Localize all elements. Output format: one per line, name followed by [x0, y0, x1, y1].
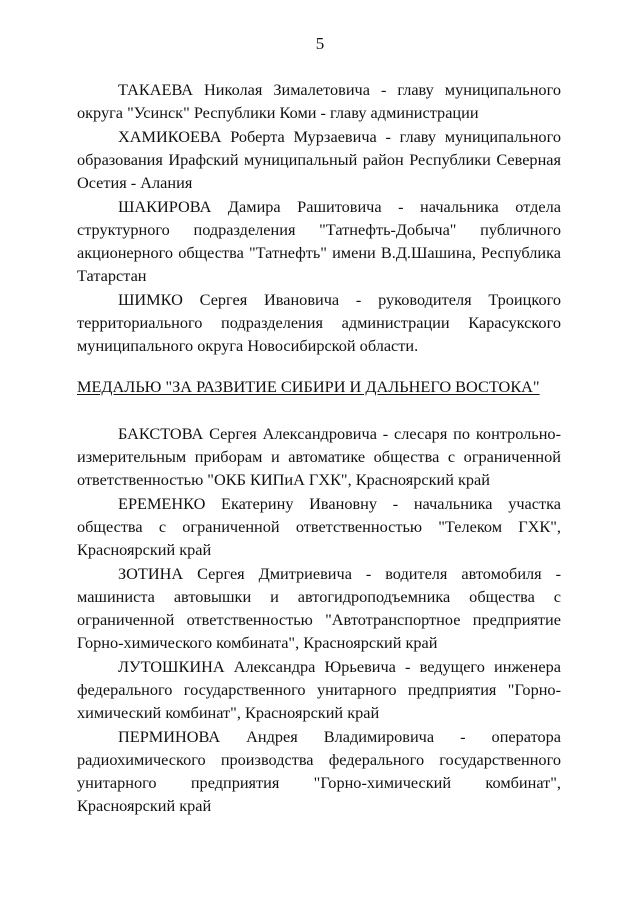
award-entry-bakstov: БАКСТОВА Сергея Александровича - слесаря по контрольно-измерительным приборам и автоматике общества с ограниченной ответственностью "ОКБ КИПиА ГХК", Красноярский край	[77, 424, 561, 489]
section-heading-medal: МЕДАЛЬЮ "ЗА РАЗВИТИЕ СИБИРИ И ДАЛЬНЕГО ВОСТОКА"	[77, 377, 540, 396]
page-number: 5	[315, 34, 325, 53]
document-body	[77, 78, 561, 818]
award-entry-zotin: ЗОТИНА Сергея Дмитриевича - водителя автомобиля - машиниста автовышки и автогидроподъемника общества с ограниченной ответственностью "Автотранспортное предприятие Горно-химического комбината", Красноярский край	[77, 564, 561, 652]
award-entry-shakirov: ШАКИРОВА Дамира Рашитовича - начальника отдела структурного подразделения "Татнефть-Добыча" публичного акционерного общества "Татнефть" имени В.Д.Шашина, Республика Татарстан	[77, 197, 561, 285]
award-entry-shimko: ШИМКО Сергея Ивановича - руководителя Троицкого территориального подразделения администрации Карасукского муниципального округа Новосибирской области.	[77, 290, 561, 355]
award-entry-lutoshkin: ЛУТОШКИНА Александра Юрьевича - ведущего инженера федерального государственного унитарного предприятия "Горно-химический комбинат", Красноярский край	[77, 657, 561, 722]
award-entry-eremenko: ЕРЕМЕНКО Екатерину Ивановну - начальника участка общества с ограниченной ответственностью "Телеком ГХК", Красноярский край	[77, 494, 561, 559]
award-entry-perminov: ПЕРМИНОВА Андрея Владимировича - оператора радиохимического производства федерального государственного унитарного предприятия "Горно-химический комбинат", Красноярский край	[77, 727, 561, 815]
award-entry-khamikoev: ХАМИКОЕВА Роберта Мурзаевича - главу муниципального образования Ирафский муниципальный район Республики Северная Осетия - Алания	[77, 127, 561, 192]
award-entry-takaev: ТАКАЕВА Николая Зималетовича - главу муниципального округа "Усинск" Республики Коми - главу администрации	[77, 80, 561, 122]
